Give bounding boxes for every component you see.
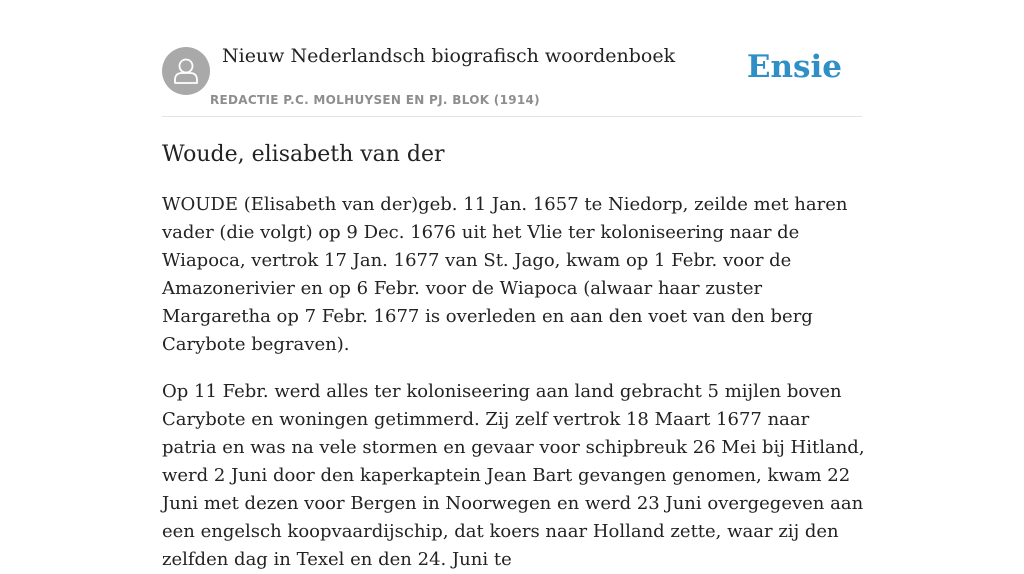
article-paragraph: Op 11 Febr. werd alles ter koloniseering aan land gebracht 5 mijlen boven Carybote en woningen getimmerd. Zij zelf vertrok 18 Maart 1677 naar patria en was na vele stormen en gevaar voor schipbreuk 26 Mei bij Hitland, werd 2 Juni door den kaperkaptein Jean Bart gevangen genomen, kwam 22 Juni met dezen voor Bergen in Noorwegen en werd 23 Juni overgegeven aan een engelsch koopvaardijschip, dat koers naar Holland zette, waar zij den zelfden dag in Texel en den 24. Juni te [162,381,865,570]
header [162,0,862,117]
book-title[interactable]: Nieuw Nederlandsch biografisch woordenboek [222,45,676,67]
avatar [162,47,210,95]
brand-logo[interactable]: Ensie [746,49,842,85]
book-editors: REDACTIE P.C. MOLHUYSEN EN PJ. BLOK (1914) [210,93,540,107]
entry-title: Woude, elisabeth van der [162,142,445,167]
article-paragraph: WOUDE (Elisabeth van der)geb. 11 Jan. 1657 te Niedorp, zeilde met haren vader (die volgt) op 9 Dec. 1676 uit het Vlie ter koloniseering naar de Wiapoca, vertrok 17 Jan. 1677 van St. Jago, kwam op 1 Febr. voor de Amazonerivier en op 6 Febr. voor de Wiapoca (alwaar haar zuster Margaretha op 7 Febr. 1677 is overleden en aan den voet van den berg Carybote begraven). [162,194,848,355]
article [162,140,867,574]
user-icon [162,47,210,95]
